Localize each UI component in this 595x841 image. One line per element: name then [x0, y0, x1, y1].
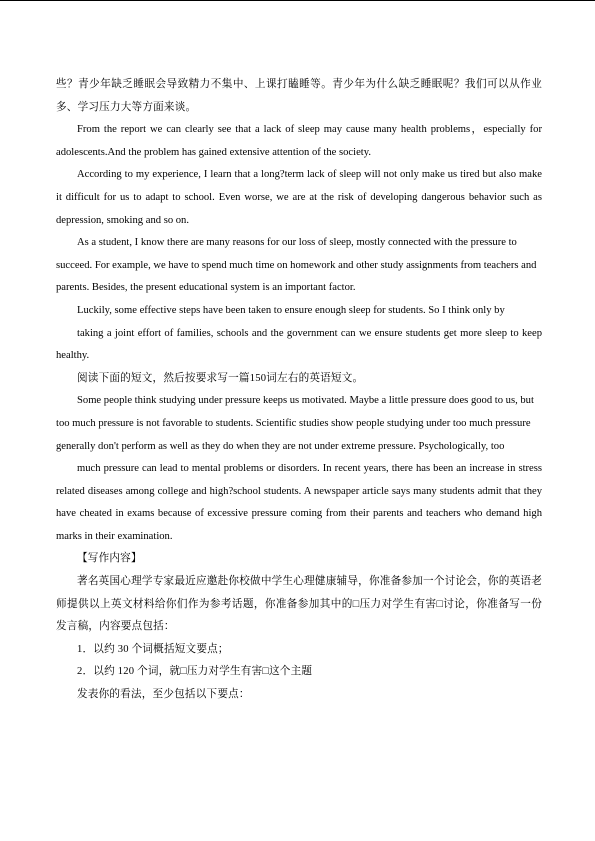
paragraph-4: As a student, I know there are many reasons for our loss of sleep, mostly connected with the pressure to succeed. For example, we have to spend much time on homework and other study assignments from teachers and parents. Besides, the present educational system is an important factor. — [56, 237, 537, 294]
task-point-1: 1．以约 30 个词概括短文要点； — [77, 643, 229, 655]
paragraph-5: Luckily, some effective steps have been taken to ensure enough sleep for students. So I think only by — [77, 304, 505, 316]
writing-content-heading: 【写作内容】 — [77, 553, 142, 565]
paragraph-2: From the report we can clearly see that a lack of sleep may cause many health problems，especially for adolescents.And the problem has gained extensive attention of the society. — [56, 124, 542, 158]
task-point-2: 2．以约 120 个词，就□压力对学生有害□这个主题 — [77, 666, 313, 678]
writing-task-description: 著名英国心理学专家最近应邀赴你校做中学生心理健康辅导，你准备参加一个讨论会，你的英语老师提供以上英文材料给你们作为参考话题，你准备参加其中的□压力对学生有害□讨论，你准备写一份发言稿，内容要点包括： — [56, 576, 542, 633]
instruction-line: 阅读下面的短文，然后按要求写一篇150词左右的英语短文。 — [77, 372, 364, 384]
paragraph-3: According to my experience, I learn that a long?term lack of sleep will not only make us tired but also make it difficult for us to adapt to school. Even worse, we are at the risk of developing dangerous behavior such as depression, smoking and so on. — [56, 169, 542, 226]
paragraph-6: taking a joint effort of families, schools and the government can we ensure students get more sleep to keep healthy. — [56, 327, 542, 362]
task-point-3: 发表你的看法，至少包括以下要点： — [77, 689, 250, 701]
document-body — [56, 74, 542, 707]
top-rule — [0, 0, 595, 1]
paragraph-1: 些？青少年缺乏睡眠会导致精力不集中、上课打瞌睡等。青少年为什么缺乏睡眠呢？我们可以从作业多、学习压力大等方面来谈。 — [56, 79, 542, 113]
paragraph-8: much pressure can lead to mental problems or disorders. In recent years, there has been an increase in stress related diseases among college and high?school students. A newspaper article says many students admit that they have cheated in exams because of excessive pressure coming from their parents and teachers who demand high marks in their examination. — [56, 463, 542, 542]
paragraph-7: Some people think studying under pressure keeps us motivated. Maybe a little pressure does good to us, but too much pressure is not favorable to students. Scientific studies show people studying under too much pressure generally don't perform as well as they do when they are not under extreme pressure. Psychologically, too — [56, 395, 534, 452]
